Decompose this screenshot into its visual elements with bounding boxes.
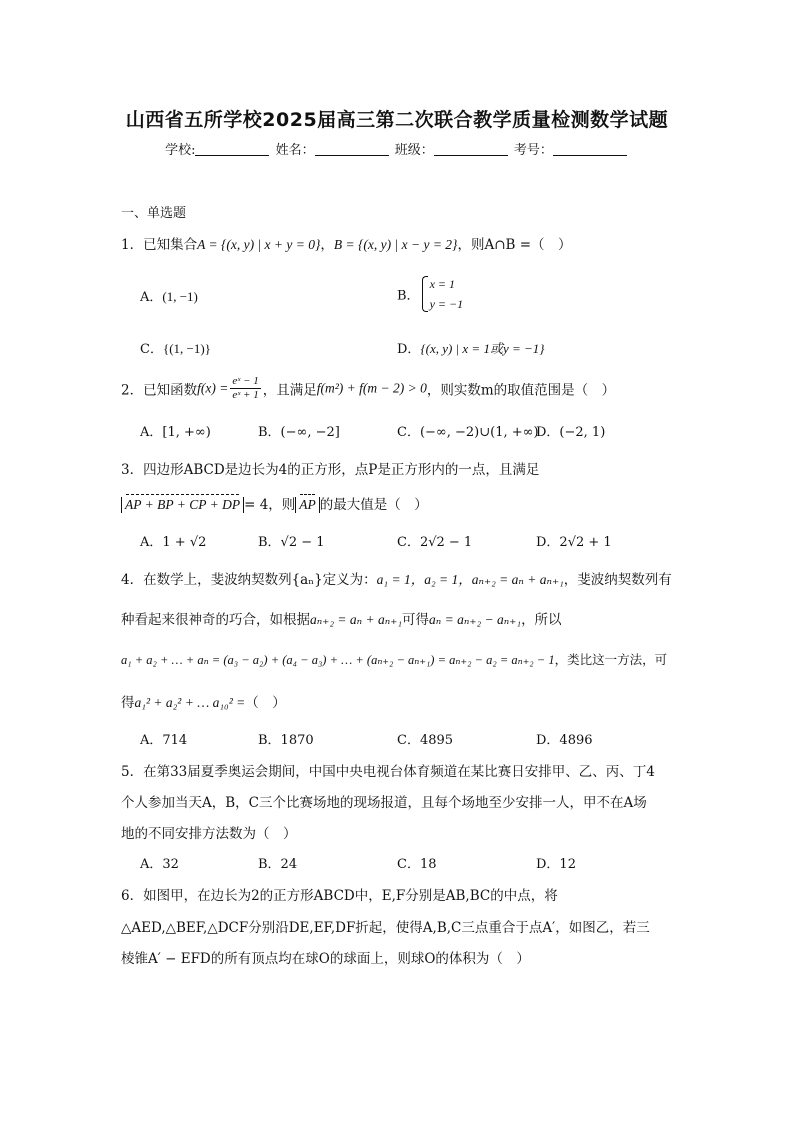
q2-option-b[interactable]: B．(−∞, −2] — [258, 425, 340, 440]
exam-title: 山西省五所学校2025届高三第二次联合教学质量检测数学试题 — [125, 109, 669, 131]
q5-option-a[interactable]: A．32 — [140, 857, 179, 872]
q2-option-a[interactable]: A．[1, +∞) — [140, 425, 211, 440]
q4-stem-line3: a₁ + a₂ + … + aₙ = (a₃ − a₂) + (a₄ − a₃) + … + (aₙ₊₂ − aₙ₊₁) = aₙ₊₂ − a₂ = aₙ₊₂ − 1，类比这一方法，可 — [121, 652, 668, 667]
q6-stem-line1: 6．如图甲，在边长为2的正方形ABCD中，E,F分别是AB,BC的中点，将 — [121, 888, 558, 904]
q4-option-d[interactable]: D．4896 — [536, 733, 593, 748]
q1-option-b[interactable]: B． x = 1 y = −1 — [397, 274, 463, 314]
q1-option-b-system: x = 1 y = −1 — [420, 274, 464, 314]
q3-vector-ap: AP — [295, 497, 320, 513]
class-blank[interactable] — [434, 143, 508, 156]
q3-vector-sum: AP + BP + CP + DP — [121, 497, 244, 513]
q3-stem-line2: AP + BP + CP + DP = 4，则 AP 的最大值是（ ） — [121, 493, 428, 513]
q5-stem-line2: 个人参加当天A，B，C三个比赛场地的现场报道，且每个场地至少安排一人，甲不在A场 — [121, 795, 647, 811]
school-label: 学校: — [165, 143, 196, 158]
q1-option-a[interactable]: A．(1, −1) — [140, 289, 198, 305]
q3-option-c[interactable]: C．2√2 − 1 — [397, 535, 473, 550]
q3-option-a[interactable]: A．1 + √2 — [140, 535, 207, 550]
q2-stem: 2．已知函数f(x) = $\frac{\text{eˣ − 1}}{\text{eˣ + 1}}$ ，且满足f(m²) + f(m − 2) > 0，则实数m的取值范围是（ ） — [121, 375, 616, 401]
q5-stem-line3: 地的不同安排方法数为（ ） — [121, 826, 297, 842]
q4-stem-line2: 种看起来很神奇的巧合，如根据aₙ₊₂ = aₙ + aₙ₊₁可得aₙ = aₙ₊₂ − aₙ₊₁，所以 — [121, 612, 562, 628]
section-title: 一、单选题 — [121, 206, 187, 221]
q5-option-d[interactable]: D．12 — [536, 857, 576, 872]
q3-stem-line1: 3．四边形ABCD是边长为4的正方形，点P是正方形内的一点，且满足 — [121, 462, 540, 478]
school-blank[interactable] — [195, 143, 269, 156]
name-blank[interactable] — [315, 143, 389, 156]
exam-no-blank[interactable] — [553, 143, 627, 156]
q2-option-c[interactable]: C．(−∞, −2)∪(1, +∞) — [397, 425, 539, 440]
q4-option-b[interactable]: B．1870 — [258, 733, 314, 748]
q5-stem-line1: 5．在第33届夏季奥运会期间，中国中央电视台体育频道在某比赛日安排甲、乙、丙、丁4 — [121, 764, 655, 780]
q4-option-a[interactable]: A．714 — [140, 733, 188, 748]
q3-option-d[interactable]: D．2√2 + 1 — [536, 535, 612, 550]
q6-stem-line2: △AED,△BEF,△DCF分别沿DE,EF,DF折起，使得A,B,C三点重合于点A′，如图乙，若三 — [121, 920, 650, 936]
q5-option-c[interactable]: C．18 — [397, 857, 437, 872]
q3-option-b[interactable]: B．√2 − 1 — [258, 535, 325, 550]
q4-stem-line1: 4．在数学上，斐波纳契数列{aₙ}定义为：a₁ = 1，a₂ = 1，aₙ₊₂ = aₙ + aₙ₊₁，斐波纳契数列有 — [121, 572, 672, 588]
q5-option-b[interactable]: B．24 — [258, 857, 298, 872]
name-label: 姓名： — [275, 143, 315, 158]
class-label: 班级： — [394, 143, 434, 158]
q1-option-c[interactable]: C．{(1, −1)} — [140, 341, 211, 357]
q1-stem: 1．已知集合A = {(x, y) | x + y = 0}，B = {(x, y) | x − y = 2}，则A∩B =（ ） — [121, 237, 572, 253]
q1-option-d[interactable]: D．{(x, y) | x = 1或y = −1} — [397, 341, 545, 357]
student-info-line — [0, 139, 794, 158]
q4-option-c[interactable]: C．4895 — [397, 733, 454, 748]
q6-stem-line3: 棱锥A′ − EFD的所有顶点均在球O的球面上，则球O的体积为（ ） — [121, 951, 530, 967]
q2-option-d[interactable]: D．(−2, 1) — [536, 425, 606, 440]
q2-fraction: $\frac{\text{eˣ − 1}}{\text{eˣ + 1}}$ — [232, 375, 259, 401]
exam-no-label: 考号： — [513, 143, 553, 158]
q4-stem-line4: 得a₁² + a₂² + … a₁₀² =（ ） — [121, 695, 286, 711]
